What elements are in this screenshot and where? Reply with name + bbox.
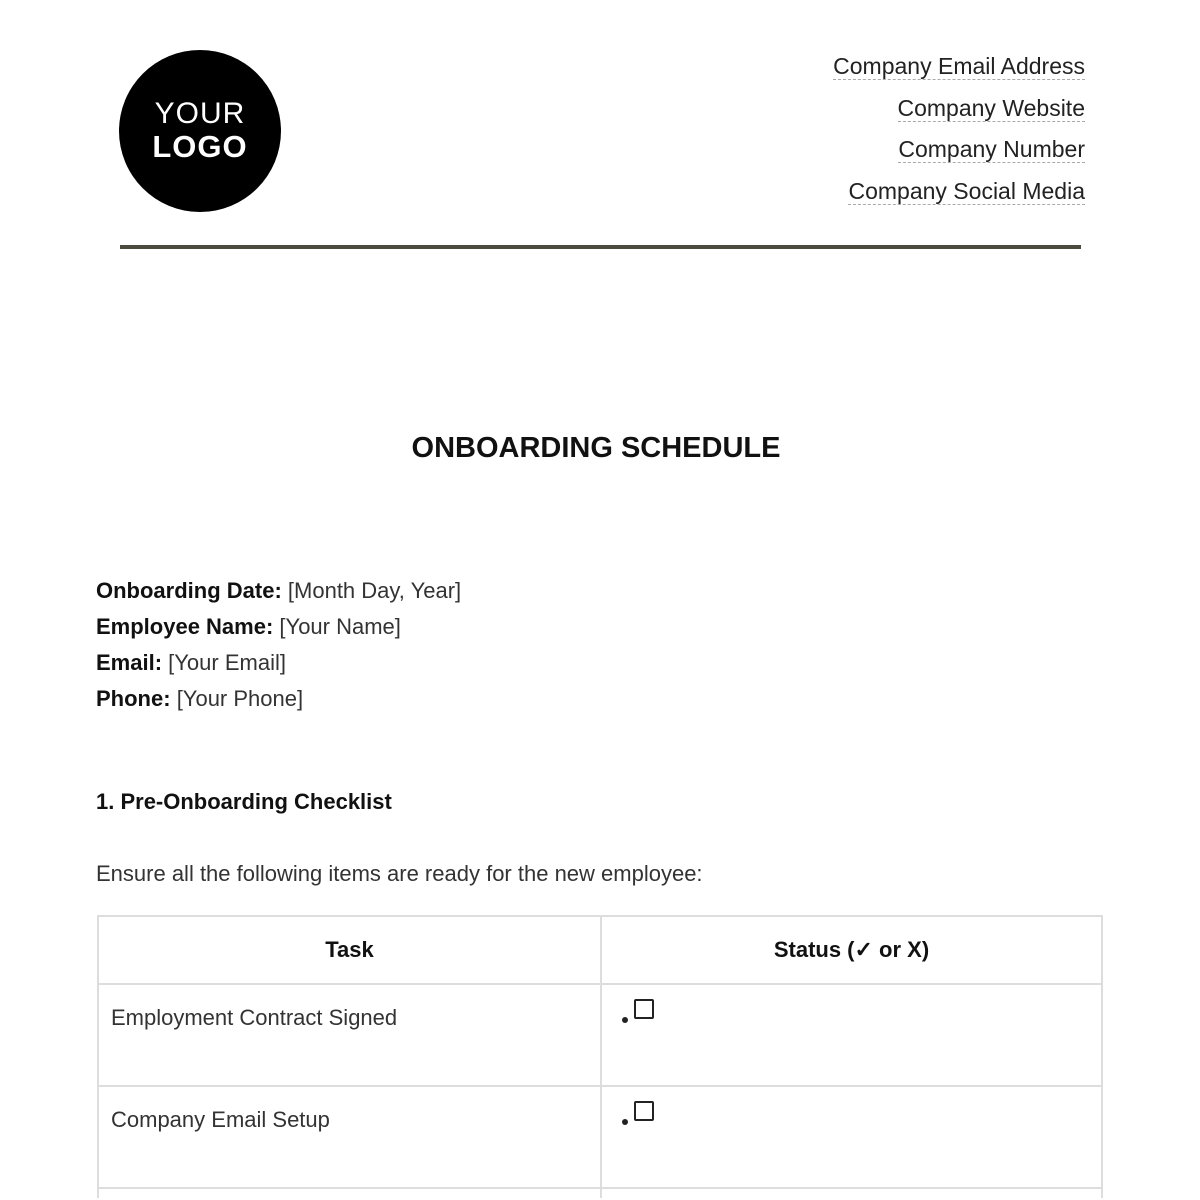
info-employee-name xyxy=(96,609,461,645)
table-row xyxy=(98,1188,1102,1198)
company-email[interactable]: Company Email Address xyxy=(833,53,1085,79)
logo-text-line1: YOUR xyxy=(154,97,246,130)
checkbox[interactable] xyxy=(634,1101,654,1121)
bullet-icon xyxy=(622,1119,628,1125)
column-header-status: Status (✓ or X) xyxy=(601,916,1102,984)
status-cell xyxy=(601,1188,1102,1198)
table-header-row xyxy=(98,916,1102,984)
info-value[interactable]: [Month Day, Year] xyxy=(287,578,462,603)
table-row xyxy=(98,984,1102,1086)
task-cell xyxy=(98,1188,601,1198)
header-divider xyxy=(120,245,1081,249)
company-number[interactable]: Company Number xyxy=(898,136,1085,162)
company-logo xyxy=(119,50,281,212)
checklist-table xyxy=(97,915,1103,1198)
info-onboarding-date xyxy=(96,573,461,609)
page-title: ONBOARDING SCHEDULE xyxy=(411,432,781,464)
column-header-task: Task xyxy=(98,916,601,984)
status-cell xyxy=(601,984,1102,1086)
info-label: Employee Name: xyxy=(96,614,274,639)
info-value[interactable]: [Your Name] xyxy=(279,614,401,639)
company-contact-block xyxy=(833,54,1085,220)
info-phone xyxy=(96,681,461,717)
task-cell: Company Email Setup xyxy=(98,1086,601,1188)
employee-info xyxy=(96,573,461,717)
info-label: Onboarding Date: xyxy=(96,578,282,603)
info-value[interactable]: [Your Phone] xyxy=(176,686,304,711)
bullet-icon xyxy=(622,1017,628,1023)
info-value[interactable]: [Your Email] xyxy=(168,650,286,675)
section-heading: 1. Pre-Onboarding Checklist xyxy=(96,789,392,814)
logo-text-line2: LOGO xyxy=(152,129,248,164)
status-cell xyxy=(601,1086,1102,1188)
table-row xyxy=(98,1086,1102,1188)
company-website[interactable]: Company Website xyxy=(897,94,1085,121)
info-label: Phone: xyxy=(96,686,171,711)
company-social-media[interactable]: Company Social Media xyxy=(848,177,1085,204)
checkbox[interactable] xyxy=(634,999,654,1019)
info-label: Email: xyxy=(96,650,163,675)
info-email xyxy=(96,645,461,681)
task-cell: Employment Contract Signed xyxy=(98,984,601,1086)
section-intro: Ensure all the following items are ready for the new employee: xyxy=(96,861,703,886)
